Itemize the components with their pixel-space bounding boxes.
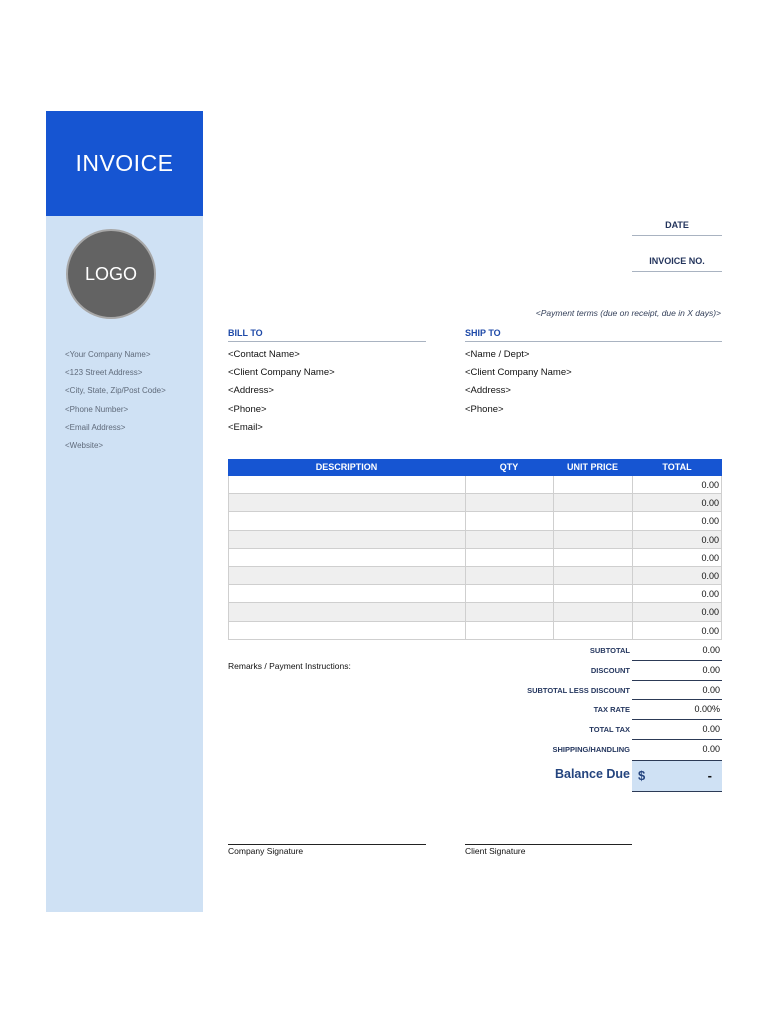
- unit-price-cell[interactable]: [553, 585, 632, 602]
- total-cell: 0.00: [632, 567, 722, 584]
- total-tax-value: 0.00: [702, 724, 720, 734]
- description-cell[interactable]: [228, 512, 465, 529]
- description-cell[interactable]: [228, 622, 465, 639]
- tax-rate-rule: [632, 719, 722, 720]
- description-cell[interactable]: [228, 531, 465, 548]
- description-cell[interactable]: [228, 567, 465, 584]
- qty-header: QTY: [499, 462, 519, 472]
- bill-to-address-line[interactable]: <Address>: [228, 385, 274, 397]
- qty-cell[interactable]: [465, 494, 553, 511]
- subtotal-value: 0.00: [702, 645, 720, 655]
- discount-value[interactable]: 0.00: [702, 665, 720, 675]
- unit-price-cell[interactable]: [553, 603, 632, 620]
- total-cell: 0.00: [632, 494, 722, 511]
- bill-to-address: [228, 349, 335, 440]
- qty-cell[interactable]: [465, 476, 553, 493]
- client-signature-label: Client Signature: [465, 846, 526, 856]
- bill-to-phone[interactable]: <Phone>: [228, 403, 267, 415]
- ship-to-phone[interactable]: <Phone>: [465, 403, 504, 415]
- bill-to-rule: [228, 341, 426, 342]
- tax-rate-label: TAX RATE: [593, 705, 630, 714]
- description-header: DESCRIPTION: [315, 462, 378, 472]
- date-label: DATE: [665, 220, 689, 230]
- bill-to-contact-name[interactable]: <Contact Name>: [228, 349, 300, 360]
- discount-rule: [632, 680, 722, 681]
- subtotal-less-discount-rule: [632, 699, 722, 700]
- table-row: [228, 512, 722, 530]
- total-tax-rule: [632, 739, 722, 740]
- table-row: [228, 549, 722, 567]
- description-cell[interactable]: [228, 476, 465, 493]
- date-underline: [632, 235, 722, 236]
- bill-to-label: BILL TO: [228, 328, 263, 338]
- qty-cell[interactable]: [465, 531, 553, 548]
- total-cell: 0.00: [632, 531, 722, 548]
- description-cell[interactable]: [228, 494, 465, 511]
- subtotal-label: SUBTOTAL: [589, 646, 630, 655]
- table-row: [228, 603, 722, 621]
- table-row: [228, 494, 722, 512]
- items-table-body: [228, 476, 722, 640]
- total-cell: 0.00: [632, 476, 722, 493]
- unit-price-cell[interactable]: [553, 531, 632, 548]
- balance-due-box: [632, 760, 722, 792]
- tax-rate-value[interactable]: 0.00%: [694, 704, 720, 714]
- qty-cell[interactable]: [465, 567, 553, 584]
- ship-to-address-line[interactable]: <Address>: [465, 385, 511, 397]
- invoice-no-label: INVOICE NO.: [649, 256, 705, 266]
- total-tax-label: TOTAL TAX: [589, 725, 630, 734]
- unit-price-cell[interactable]: [553, 549, 632, 566]
- subtotal-rule: [632, 660, 722, 661]
- balance-due-label: Balance Due: [554, 767, 630, 781]
- table-row: [228, 567, 722, 585]
- payment-terms[interactable]: <Payment terms (due on receipt, due in X days)>: [535, 308, 721, 318]
- unit-price-cell[interactable]: [553, 494, 632, 511]
- discount-label: DISCOUNT: [590, 666, 630, 675]
- table-row: [228, 622, 722, 640]
- company-logo[interactable]: LOGO: [66, 229, 156, 319]
- unit-price-header: UNIT PRICE: [566, 462, 618, 472]
- table-row: [228, 476, 722, 494]
- ship-to-name-dept[interactable]: <Name / Dept>: [465, 349, 530, 360]
- remarks-label: Remarks / Payment Instructions:: [228, 661, 351, 671]
- subtotal-less-discount-value: 0.00: [702, 685, 720, 695]
- total-cell: 0.00: [632, 512, 722, 529]
- total-header: TOTAL: [662, 462, 692, 472]
- unit-price-cell[interactable]: [553, 476, 632, 493]
- company-name[interactable]: <Your Company Name>: [65, 350, 151, 359]
- unit-price-cell[interactable]: [553, 622, 632, 639]
- unit-price-cell[interactable]: [553, 512, 632, 529]
- sidebar-header: [46, 111, 203, 216]
- description-cell[interactable]: [228, 549, 465, 566]
- total-cell: 0.00: [632, 603, 722, 620]
- description-cell[interactable]: [228, 585, 465, 602]
- table-row: [228, 531, 722, 549]
- company-info: [65, 349, 200, 458]
- qty-cell[interactable]: [465, 512, 553, 529]
- ship-to-address: [465, 349, 572, 422]
- table-row: [228, 585, 722, 603]
- qty-cell[interactable]: [465, 603, 553, 620]
- company-street-address[interactable]: <123 Street Address>: [65, 368, 143, 378]
- items-table-header: [228, 459, 722, 476]
- ship-to-rule: [465, 341, 722, 342]
- shipping-handling-label: SHIPPING/HANDLING: [552, 745, 630, 754]
- shipping-handling-value[interactable]: 0.00: [702, 744, 720, 754]
- remarks-field[interactable]: [228, 676, 463, 796]
- total-cell: 0.00: [632, 622, 722, 639]
- description-cell[interactable]: [228, 603, 465, 620]
- sidebar: [46, 111, 203, 912]
- qty-cell[interactable]: [465, 549, 553, 566]
- company-website[interactable]: <Website>: [65, 440, 104, 450]
- invoice-title: INVOICE: [75, 150, 174, 176]
- ship-to-company-name[interactable]: <Client Company Name>: [465, 367, 572, 379]
- company-signature-label: Company Signature: [228, 846, 304, 856]
- subtotal-less-discount-label: SUBTOTAL LESS DISCOUNT: [527, 686, 630, 695]
- company-signature-line[interactable]: [228, 844, 426, 845]
- company-email[interactable]: <Email Address>: [65, 422, 126, 432]
- bill-to-email[interactable]: <Email>: [228, 421, 263, 433]
- total-cell: 0.00: [632, 585, 722, 602]
- qty-cell[interactable]: [465, 622, 553, 639]
- unit-price-cell[interactable]: [553, 567, 632, 584]
- ship-to-label: SHIP TO: [465, 328, 501, 338]
- qty-cell[interactable]: [465, 585, 553, 602]
- total-cell: 0.00: [632, 549, 722, 566]
- client-signature-line[interactable]: [465, 844, 632, 845]
- bill-to-company-name[interactable]: <Client Company Name>: [228, 367, 335, 379]
- company-city-state-zip[interactable]: <City, State, Zip/Post Code>: [65, 386, 166, 396]
- invoice-no-underline: [632, 271, 722, 272]
- balance-due-value: -: [707, 768, 712, 783]
- company-phone[interactable]: <Phone Number>: [65, 404, 129, 414]
- balance-due-currency: $: [638, 768, 646, 783]
